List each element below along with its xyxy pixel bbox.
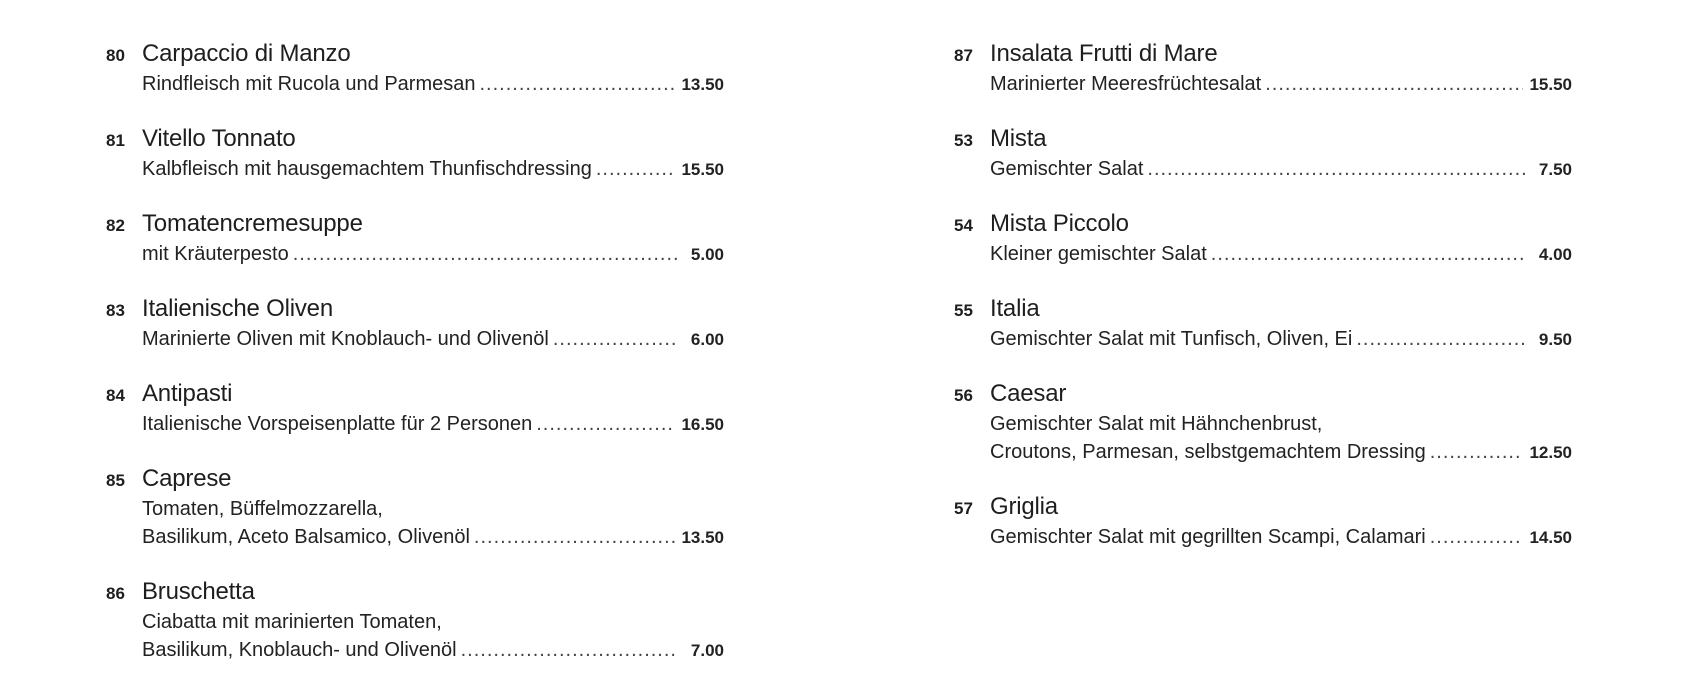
- dot-leader: [1211, 240, 1526, 268]
- menu-item-header: [954, 493, 1572, 523]
- menu-column-left: [106, 40, 724, 691]
- item-name: Tomatencremesuppe: [142, 210, 363, 237]
- dot-leader: [1356, 325, 1526, 353]
- description-text: Gemischter Salat mit Hähnchenbrust,: [990, 413, 1323, 435]
- menu-item: [954, 295, 1572, 354]
- item-price: 5.00: [690, 245, 724, 264]
- menu-item: [954, 40, 1572, 99]
- item-description: [954, 410, 1572, 467]
- item-name: Caesar: [990, 380, 1067, 407]
- description-line: [990, 438, 1572, 467]
- menu-item-header: [106, 125, 724, 155]
- menu-item-header: [106, 465, 724, 495]
- description-line: [142, 523, 724, 552]
- item-number: 84: [106, 386, 125, 405]
- item-description: [954, 155, 1572, 184]
- item-number: 86: [106, 584, 125, 603]
- item-name: Italienische Oliven: [142, 295, 333, 322]
- item-name: Antipasti: [142, 380, 233, 407]
- description-line: [990, 240, 1572, 269]
- dot-leader: [474, 523, 676, 551]
- item-price: 4.00: [1538, 245, 1572, 264]
- item-price: 16.50: [681, 415, 724, 434]
- item-number: 56: [954, 386, 973, 405]
- menu-item: [954, 380, 1572, 467]
- menu-item: [106, 578, 724, 665]
- menu-item-header: [954, 40, 1572, 70]
- item-number: 53: [954, 131, 973, 150]
- description-text: Gemischter Salat mit Tunfisch, Oliven, Ei: [990, 328, 1353, 350]
- description-text: Basilikum, Knoblauch- und Olivenöl: [142, 639, 457, 661]
- description-line: [142, 240, 724, 269]
- description-line: [142, 325, 724, 354]
- item-description: [106, 70, 724, 99]
- description-line: [990, 70, 1572, 99]
- menu-item: [106, 210, 724, 269]
- description-line: [990, 155, 1572, 184]
- item-description: [106, 495, 724, 552]
- description-text: Basilikum, Aceto Balsamico, Olivenöl: [142, 526, 470, 548]
- item-name: Bruschetta: [142, 578, 255, 605]
- menu-item-header: [106, 380, 724, 410]
- item-price: 12.50: [1529, 443, 1572, 462]
- description-text: Gemischter Salat mit gegrillten Scampi, Calamari: [990, 526, 1426, 548]
- menu-item: [954, 125, 1572, 184]
- item-price: 15.50: [681, 160, 724, 179]
- item-name: Mista Piccolo: [990, 210, 1129, 237]
- menu-item: [106, 40, 724, 99]
- description-text: Kleiner gemischter Salat: [990, 243, 1207, 265]
- item-description: [106, 240, 724, 269]
- description-line: [990, 410, 1572, 438]
- description-line: [142, 155, 724, 184]
- dot-leader: [461, 636, 678, 664]
- description-line: [990, 523, 1572, 552]
- dot-leader: [553, 325, 678, 353]
- item-number: 87: [954, 46, 973, 65]
- description-text: Tomaten, Büffelmozzarella,: [142, 498, 383, 520]
- description-text: Italienische Vorspeisenplatte für 2 Personen: [142, 413, 533, 435]
- menu-column-right: [954, 40, 1572, 578]
- description-text: Marinierter Meeresfrüchtesalat: [990, 73, 1262, 95]
- item-price: 13.50: [681, 528, 724, 547]
- item-description: [954, 523, 1572, 552]
- description-line: [990, 325, 1572, 354]
- item-description: [106, 325, 724, 354]
- item-name: Griglia: [990, 493, 1058, 520]
- menu-item-header: [106, 40, 724, 70]
- item-description: [106, 608, 724, 665]
- item-name: Mista: [990, 125, 1047, 152]
- dot-leader: [1430, 438, 1524, 466]
- item-description: [954, 70, 1572, 99]
- menu-item: [106, 125, 724, 184]
- item-description: [954, 240, 1572, 269]
- item-description: [954, 325, 1572, 354]
- description-line: [142, 608, 724, 636]
- item-price: 9.50: [1538, 330, 1572, 349]
- description-text: Ciabatta mit marinierten Tomaten,: [142, 611, 442, 633]
- description-text: mit Kräuterpesto: [142, 243, 289, 265]
- item-price: 7.00: [690, 641, 724, 660]
- menu-item-header: [954, 295, 1572, 325]
- item-price: 15.50: [1529, 75, 1572, 94]
- item-price: 6.00: [690, 330, 724, 349]
- dot-leader: [1430, 523, 1524, 551]
- description-text: Gemischter Salat: [990, 158, 1144, 180]
- description-text: Rindfleisch mit Rucola und Parmesan: [142, 73, 476, 95]
- dot-leader: [293, 240, 678, 268]
- menu-item: [954, 210, 1572, 269]
- description-line: [142, 70, 724, 99]
- item-description: [106, 410, 724, 439]
- menu-item-header: [106, 578, 724, 608]
- menu-item-header: [954, 125, 1572, 155]
- menu-item: [106, 465, 724, 552]
- dot-leader: [596, 155, 676, 183]
- dot-leader: [480, 70, 676, 98]
- menu-item: [954, 493, 1572, 552]
- item-name: Italia: [990, 295, 1040, 322]
- item-price: 7.50: [1538, 160, 1572, 179]
- item-name: Carpaccio di Manzo: [142, 40, 351, 67]
- item-number: 80: [106, 46, 125, 65]
- description-text: Kalbfleisch mit hausgemachtem Thunfischdressing: [142, 158, 592, 180]
- dot-leader: [1265, 70, 1523, 98]
- description-line: [142, 495, 724, 523]
- description-text: Croutons, Parmesan, selbstgemachtem Dressing: [990, 441, 1426, 463]
- menu-item: [106, 295, 724, 354]
- description-line: [142, 636, 724, 665]
- item-name: Vitello Tonnato: [142, 125, 296, 152]
- menu-item-header: [954, 380, 1572, 410]
- dot-leader: [1147, 155, 1526, 183]
- item-number: 85: [106, 471, 125, 490]
- item-number: 57: [954, 499, 973, 518]
- menu-item: [106, 380, 724, 439]
- menu-item-header: [106, 210, 724, 240]
- item-price: 13.50: [681, 75, 724, 94]
- dot-leader: [536, 410, 675, 438]
- item-name: Insalata Frutti di Mare: [990, 40, 1218, 67]
- menu-item-header: [954, 210, 1572, 240]
- description-line: [142, 410, 724, 439]
- item-number: 54: [954, 216, 973, 235]
- item-number: 82: [106, 216, 125, 235]
- item-number: 55: [954, 301, 973, 320]
- item-number: 81: [106, 131, 125, 150]
- description-text: Marinierte Oliven mit Knoblauch- und Olivenöl: [142, 328, 549, 350]
- item-name: Caprese: [142, 465, 232, 492]
- menu-item-header: [106, 295, 724, 325]
- item-number: 83: [106, 301, 125, 320]
- item-price: 14.50: [1529, 528, 1572, 547]
- item-description: [106, 155, 724, 184]
